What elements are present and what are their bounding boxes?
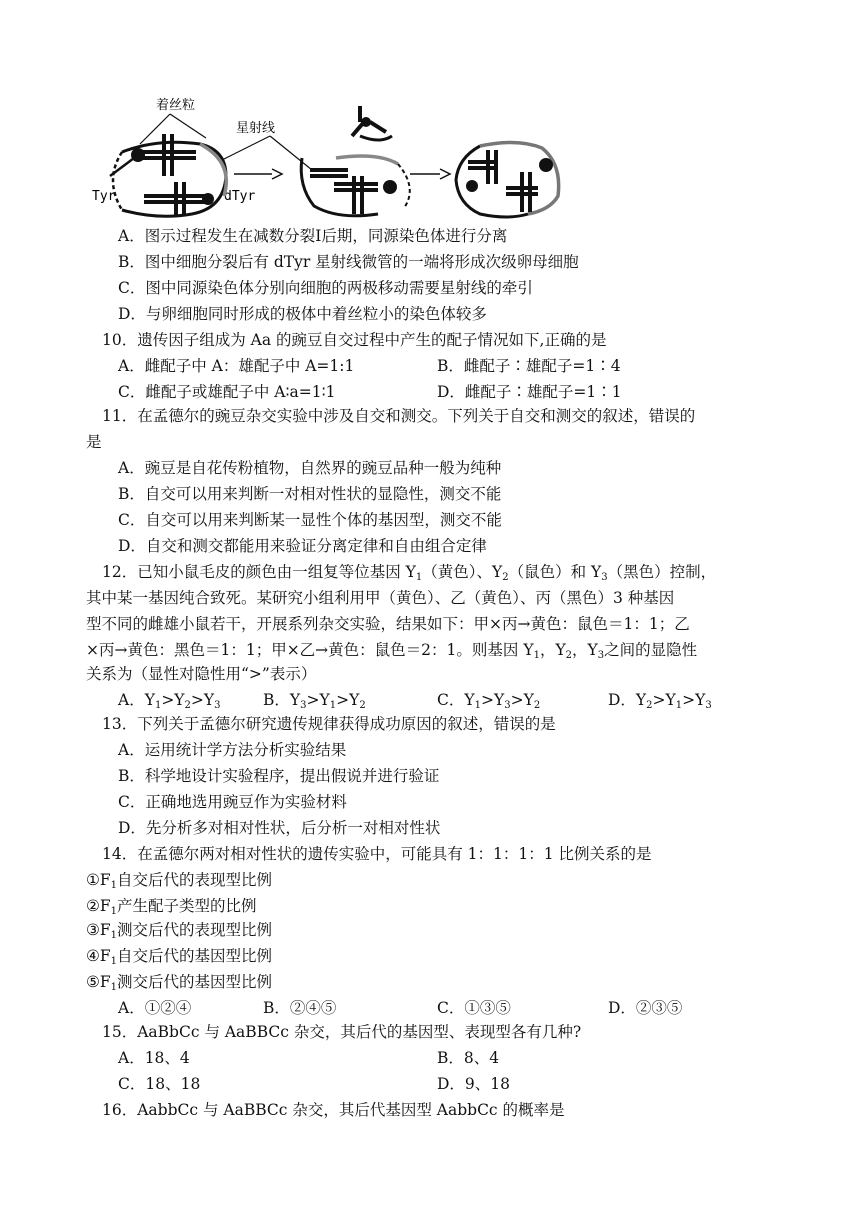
q14-option-a: A．①②④ xyxy=(118,999,192,1017)
q9-option-d: D．与卵细胞同时形成的极体中着丝粒小的染色体较多 xyxy=(118,305,487,323)
q13-option-b: B．科学地设计实验程序，提出假说并进行验证 xyxy=(118,767,440,785)
q13-option-d: D．先分析多对相对性状，后分析一对相对性状 xyxy=(118,819,441,837)
q11-option-c: C．自交可以用来判断某一显性个体的基因型，测交不能 xyxy=(118,511,502,529)
label-spindle: 星射线 xyxy=(236,121,276,136)
cell-2 xyxy=(301,106,410,216)
q14-option-b: B．②④⑤ xyxy=(263,999,337,1017)
q10-option-c: C．雌配子或雄配子中 A∶a=1∶1 xyxy=(118,383,336,401)
q9-option-c: C．图中同源染色体分别向细胞的两极移动需要星射线的牵引 xyxy=(118,279,533,297)
q10-option-b: B．雌配子∶雄配子=1∶4 xyxy=(437,357,621,375)
q13-option-a: A．运用统计学方法分析实验结果 xyxy=(118,741,347,759)
arrow-1 xyxy=(234,169,282,179)
label-kinetochore: 着丝粒 xyxy=(156,98,196,113)
meiosis-diagram xyxy=(88,92,588,222)
q14-item-3: $③F_1$测交后代的表现型比例 xyxy=(86,921,273,941)
arrow-2 xyxy=(410,169,450,179)
q10-option-d: D．雌配子∶雄配子=1∶1 xyxy=(437,383,622,401)
q12-option-a: A．$Y_1>Y_2>Y_3$ xyxy=(118,691,221,711)
cell-3 xyxy=(456,142,559,217)
q12-stem-1: 12．已知小鼠毛皮的颜色由一组复等位基因 $Y_1$（黄色）、$Y_2$（鼠色）和 $Y_3$（黑色）控制， xyxy=(102,563,717,583)
q12-stem-3: 型不同的雌雄小鼠若干，开展系列杂交实验，结果如下：甲×丙→黄色：鼠色＝1：1；乙 xyxy=(86,615,690,633)
q12-option-d: D．$Y_2>Y_1>Y_3$ xyxy=(608,691,712,711)
q10-stem: 10．遗传因子组成为 Aa 的豌豆自交过程中产生的配子情况如下,正确的是 xyxy=(102,331,607,349)
q16-stem: 16．AabbCc 与 AaBBCc 杂交，其后代基因型 AabbCc 的概率是 xyxy=(102,1101,565,1119)
q14-item-2: $②F_1$产生配子类型的比例 xyxy=(86,897,257,917)
q12-stem-4: ×丙→黄色：黑色＝1：1；甲×乙→黄色：鼠色＝2：1。则基因 $Y_1$，$Y_2$，$Y_3$之间的显隐性 xyxy=(86,641,698,661)
q14-item-1: $①F_1$自交后代的表现型比例 xyxy=(86,871,273,891)
q13-stem: 13．下列关于孟德尔研究遗传规律获得成功原因的叙述，错误的是 xyxy=(102,715,556,733)
q12-stem-2: 其中某一基因纯合致死。某研究小组利用甲（黄色）、乙（黄色）、丙（黑色）3 种基因 xyxy=(86,589,675,607)
q15-option-d: D．9、18 xyxy=(437,1075,511,1093)
label-tyr: Tyr xyxy=(92,189,116,204)
q9-option-a: A．图示过程发生在减数分裂Ⅰ后期，同源染色体进行分离 xyxy=(118,227,508,245)
q15-option-a: A．18、4 xyxy=(118,1049,190,1067)
cell-1 xyxy=(110,134,226,216)
q12-option-b: B．$Y_3>Y_1>Y_2$ xyxy=(263,691,366,711)
q10-option-a: A．雌配子中 A：雄配子中 A=1:1 xyxy=(118,357,355,375)
q12-option-c: C．$Y_1>Y_3>Y_2$ xyxy=(437,691,541,711)
q14-item-4: $④F_1$自交后代的基因型比例 xyxy=(86,947,273,967)
q11-option-d: D．自交和测交都能用来验证分离定律和自由组合定律 xyxy=(118,537,487,555)
q15-option-c: C．18、18 xyxy=(118,1075,201,1093)
q11-option-b: B．自交可以用来判断一对相对性状的显隐性，测交不能 xyxy=(118,485,502,503)
q15-option-b: B．8、4 xyxy=(437,1049,500,1067)
meiosis-diagram-svg xyxy=(88,92,588,222)
q14-option-c: C．①③⑤ xyxy=(437,999,511,1017)
q15-stem: 15．AaBbCc 与 AaBBCc 杂交，其后代的基因型、表现型各有几种? xyxy=(102,1023,582,1041)
q14-item-5: $⑤F_1$测交后代的基因型比例 xyxy=(86,973,273,993)
q9-option-b: B．图中细胞分裂后有 dTyr 星射线微管的一端将形成次级卵母细胞 xyxy=(118,253,579,271)
q14-option-d: D．②③⑤ xyxy=(608,999,683,1017)
q11-option-a: A．豌豆是自花传粉植物，自然界的豌豆品种一般为纯种 xyxy=(118,459,502,477)
q12-stem-5: 关系为（显性对隐性用“>”表示） xyxy=(86,665,317,683)
label-dtyr: dTyr xyxy=(224,189,256,204)
q11-stem-2: 是 xyxy=(86,433,102,451)
q13-option-c: C．正确地选用豌豆作为实验材料 xyxy=(118,793,347,811)
q14-stem: 14．在孟德尔两对相对性状的遗传实验中，可能具有 1：1：1：1 比例关系的是 xyxy=(102,845,652,863)
q11-stem-1: 11．在孟德尔的豌豆杂交实验中涉及自交和测交。下列关于自交和测交的叙述，错误的 xyxy=(102,407,696,425)
